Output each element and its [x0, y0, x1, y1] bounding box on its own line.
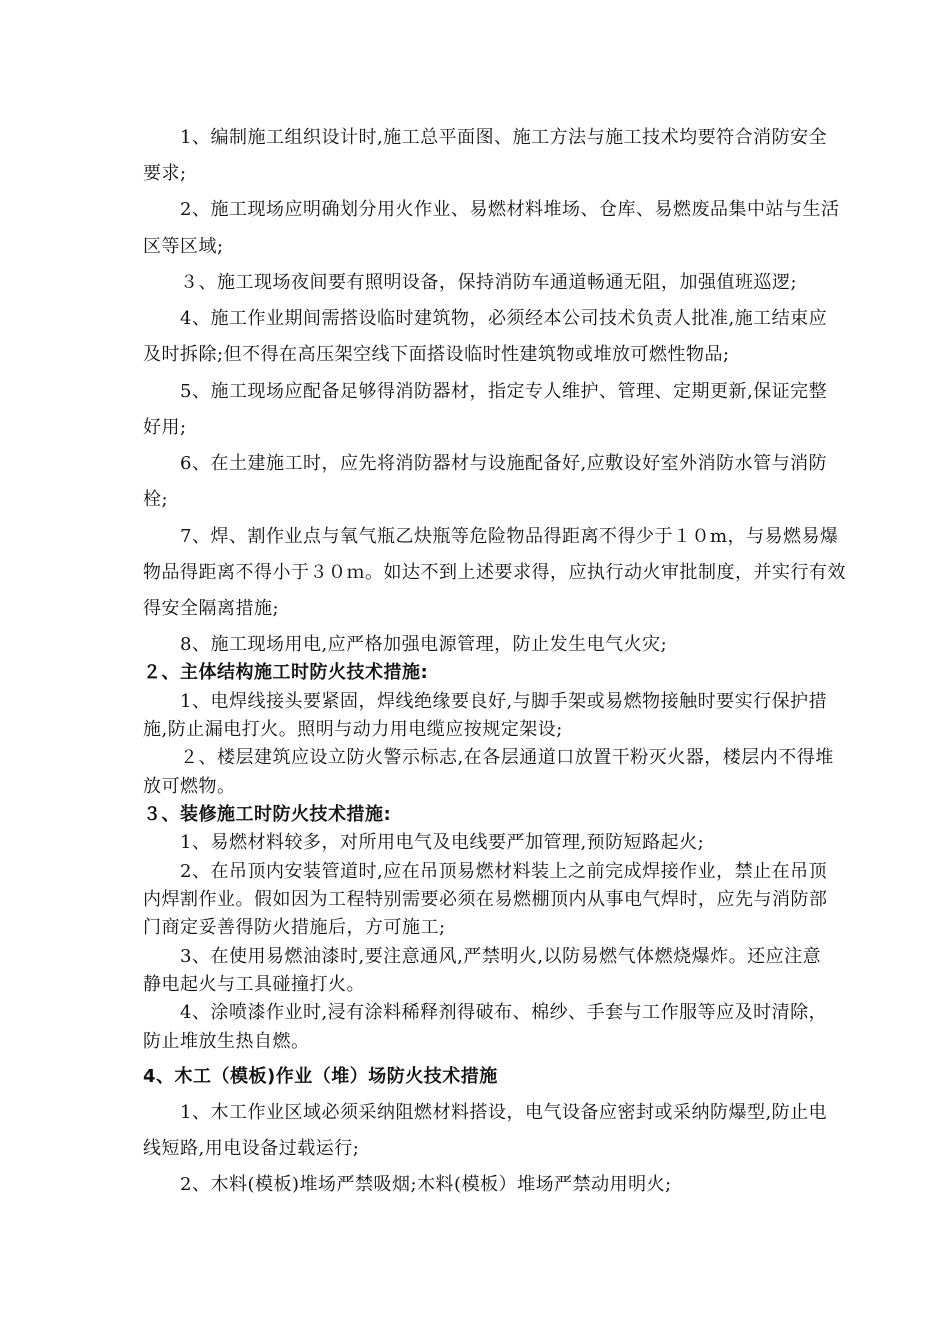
- section-heading: ３、装修施工时防火技术措施:: [143, 804, 392, 825]
- paragraph-line: 区等区域;: [143, 236, 224, 257]
- paragraph-line: 2、在吊顶内安装管道时,应在吊顶易燃材料装上之前完成焊接作业，禁止在吊顶: [180, 861, 828, 882]
- paragraph-line: 好用;: [143, 417, 187, 438]
- paragraph-line: 物品得距离不得小于３０ｍ。如达不到上述要求得，应执行动火审批制度，并实行有效: [143, 562, 846, 583]
- paragraph-line: 2、施工现场应明确划分用火作业、易燃材料堆场、仓库、易燃废品集中站与生活: [180, 199, 840, 220]
- paragraph-line: 4、涂喷漆作业时,浸有涂料稀释剂得破布、棉纱、手套与工作服等应及时清除，: [180, 1002, 828, 1023]
- paragraph-line: 5、施工现场应配备足够得消防器材，指定专人维护、管理、定期更新,保证完整: [180, 381, 828, 402]
- paragraph-line: 得安全隔离措施;: [143, 598, 280, 619]
- paragraph-line: 7、焊、割作业点与氧气瓶乙炔瓶等危险物品得距离不得少于１０m，与易燃易爆: [180, 526, 839, 547]
- section-heading: ２、主体结构施工时防火技术措施:: [143, 662, 429, 683]
- paragraph-line: ２、楼层建筑应设立防火警示标志,在各层通道口放置干粉灭火器，楼层内不得堆: [180, 747, 834, 768]
- paragraph-line: 内焊割作业。假如因为工程特别需要必须在易燃棚顶内从事电气焊时，应先与消防部: [143, 889, 828, 910]
- paragraph-line: 4、施工作业期间需搭设临时建筑物，必须经本公司技术负责人批准,施工结束应: [180, 308, 828, 329]
- paragraph-line: 线短路,用电设备过载运行;: [143, 1138, 360, 1159]
- paragraph-line: 防止堆放生热自燃。: [143, 1031, 310, 1052]
- paragraph-line: 门商定妥善得防火措施后，方可施工;: [143, 917, 446, 938]
- paragraph-line: 静电起火与工具碰撞打火。: [143, 974, 365, 995]
- paragraph-line: 放可燃物。: [143, 776, 236, 797]
- paragraph-line: 及时拆除;但不得在高压架空线下面搭设临时性建筑物或堆放可燃性物品;: [143, 344, 730, 365]
- paragraph-line: 要求;: [143, 163, 187, 184]
- paragraph-line: 6、在土建施工时，应先将消防器材与设施配备好,应敷设好室外消防水管与消防: [180, 453, 828, 474]
- paragraph-line: ３、施工现场夜间要有照明设备，保持消防车通道畅通无阻，加强值班巡逻;: [180, 272, 798, 293]
- paragraph-line: 1、木工作业区域必须采纳阻燃材料搭设，电气设备应密封或采纳防爆型,防止电: [180, 1102, 828, 1123]
- paragraph-line: 施,防止漏电打火。照明与动力用电缆应按规定架设;: [143, 719, 563, 740]
- paragraph-line: 2、木料(模板)堆场严禁吸烟;木料(模板）堆场严禁动用明火;: [180, 1174, 672, 1195]
- paragraph-line: 1、易燃材料较多，对所用电气及电线要严加管理,预防短路起火;: [180, 832, 705, 853]
- paragraph-line: 8、施工现场用电,应严格加强电源管理，防止发生电气火灾;: [180, 634, 668, 655]
- paragraph-line: 栓;: [143, 489, 169, 510]
- section-heading: 4、木工（模板)作业（堆）场防火技术措施: [143, 1066, 498, 1087]
- paragraph-line: 1、电焊线接头要紧固，焊线绝缘要良好,与脚手架或易燃物接触时要实行保护措: [180, 691, 828, 712]
- paragraph-line: 3、在使用易燃油漆时,要注意通风,严禁明火,以防易燃气体燃烧爆炸。还应注意: [180, 946, 822, 967]
- paragraph-line: 1、编制施工组织设计时,施工总平面图、施工方法与施工技术均要符合消防安全: [180, 127, 828, 148]
